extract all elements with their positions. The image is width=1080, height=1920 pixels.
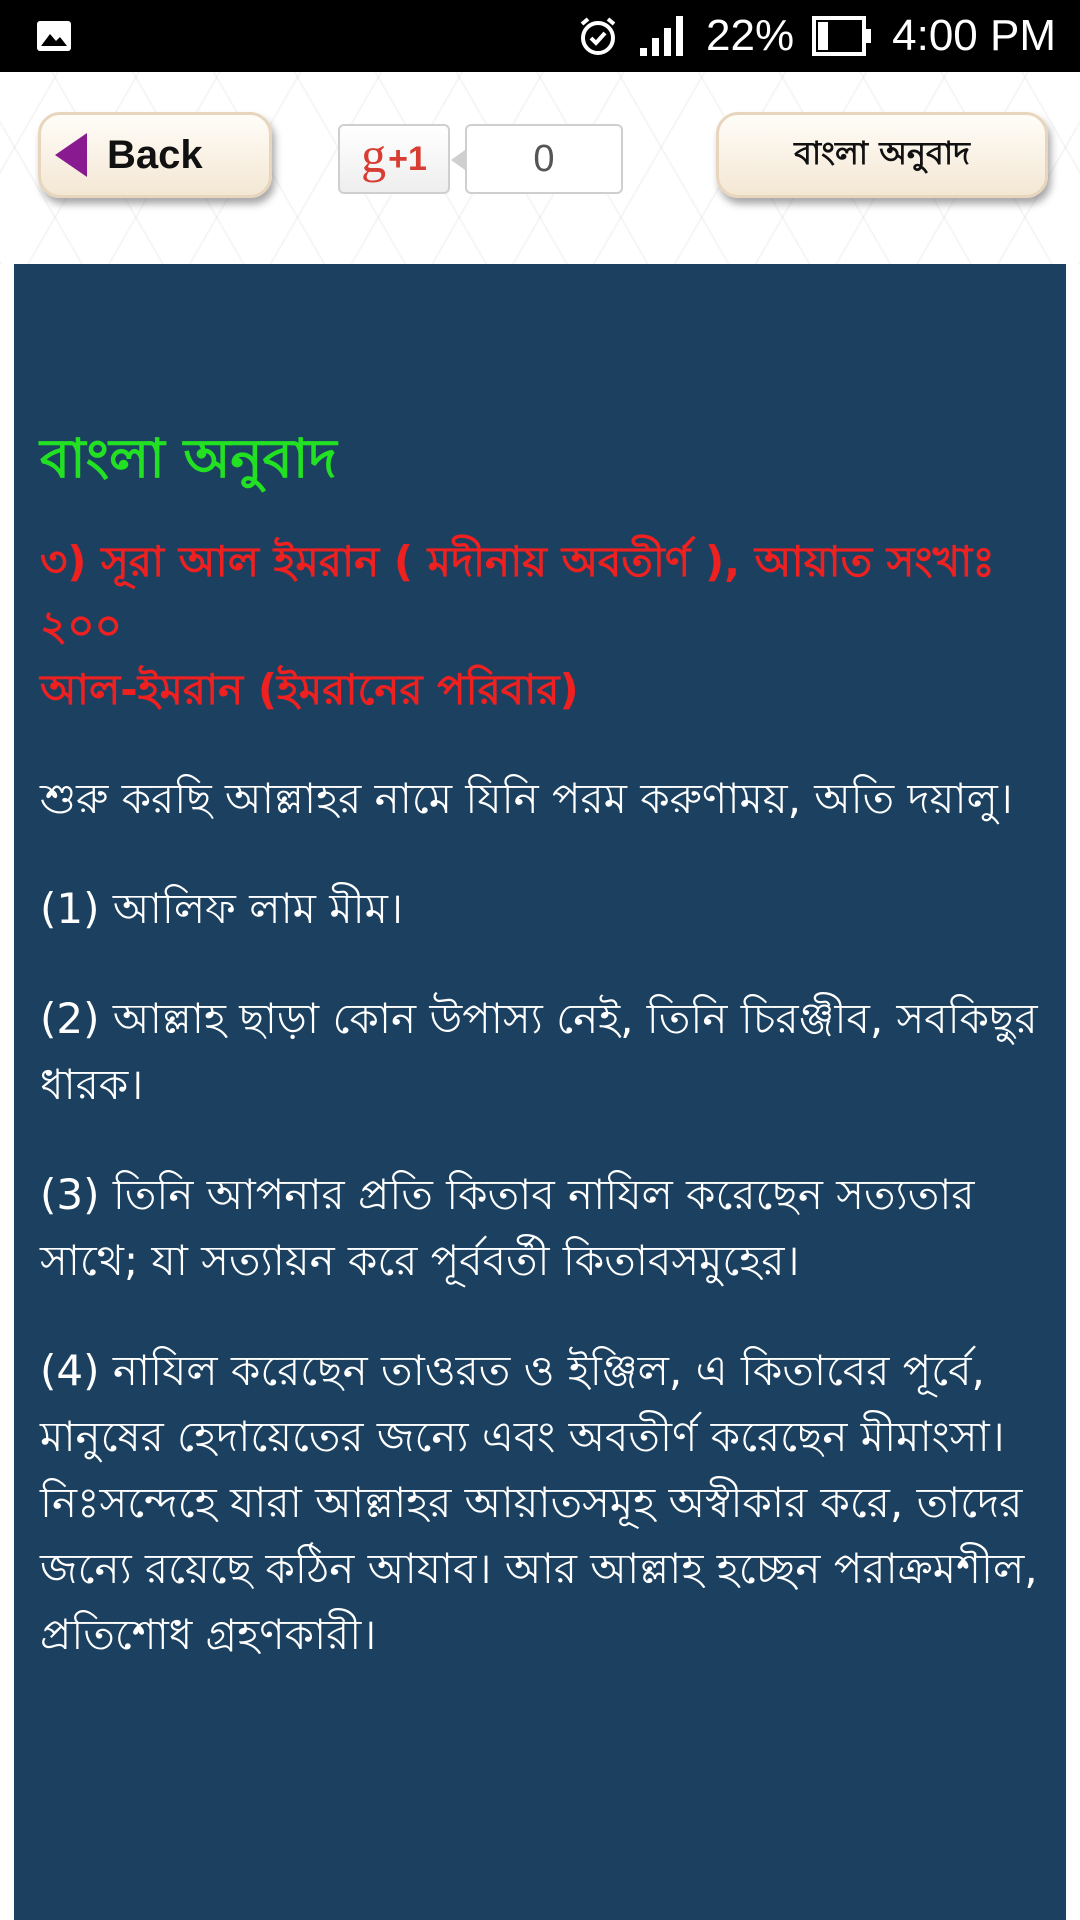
top-toolbar	[0, 72, 1080, 264]
back-button[interactable]	[38, 112, 272, 198]
section-title: বাংলা অনুবাদ	[40, 427, 337, 490]
surah-name: আল-ইমরান (ইমরানের পরিবার)	[40, 665, 579, 714]
verse-bismillah: শুরু করছি আল্লাহর নামে যিনি পরম করুণাময়, অতি দয়ালু।	[40, 774, 1013, 823]
back-button-label: Back	[107, 132, 203, 177]
plus-one-count: 0	[465, 124, 623, 194]
verse-2: (2) আল্লাহ ছাড়া কোন উপাস্য নেই, তিনি চিরঞ্জীব, সবকিছুর ধারক।	[40, 994, 1038, 1109]
verse-4: (4) নাযিল করেছেন তাওরত ও ইঞ্জিল, এ কিতাবের পূর্বে, মানুষের হেদায়েতের জন্যে এবং অবতীর্ণ করেছেন মীমাংসা। নিঃসন্দেহে যারা আল্লাহর আয়াতসমূহ অস্বীকার করে, তাদের জন্যে রয়েছে কঠিন আযাব। আর আল্লাহ হচ্ছেন পরাক্রমশীল, প্রতিশোধ গ্রহণকারী।	[40, 1346, 1038, 1659]
alarm-clock-icon	[576, 14, 620, 58]
battery-icon	[812, 14, 874, 58]
surah-info: ৩) সূরা আল ইমরান ( মদীনায় অবতীর্ণ ), আয়াত সংখাঃ ২০০	[40, 537, 995, 650]
verse-3: (3) তিনি আপনার প্রতি কিতাব নাযিল করেছেন সত্যতার সাথে; যা সত্যায়ন করে পূর্ববর্তী কিতাবসমুহের।	[40, 1170, 975, 1285]
google-plus-icon: g	[361, 127, 387, 183]
cell-signal-icon	[638, 14, 688, 58]
triangle-left-icon	[55, 133, 87, 177]
count-callout-arrow	[451, 150, 465, 170]
content-panel	[14, 264, 1066, 1920]
battery-percent: 22%	[706, 11, 795, 60]
status-indicators	[558, 0, 1056, 72]
verse-1: (1) আলিফ লাম মীম।	[40, 884, 404, 933]
image-icon	[36, 20, 72, 52]
status-bar	[0, 0, 1080, 72]
clock-time: 4:00 PM	[892, 11, 1056, 60]
surah-header	[40, 530, 1042, 722]
plus-one-label: +1	[388, 139, 427, 178]
google-plus-one-button[interactable]	[338, 124, 450, 194]
bangla-translation-button[interactable]: বাংলা অনুবাদ	[716, 112, 1048, 198]
